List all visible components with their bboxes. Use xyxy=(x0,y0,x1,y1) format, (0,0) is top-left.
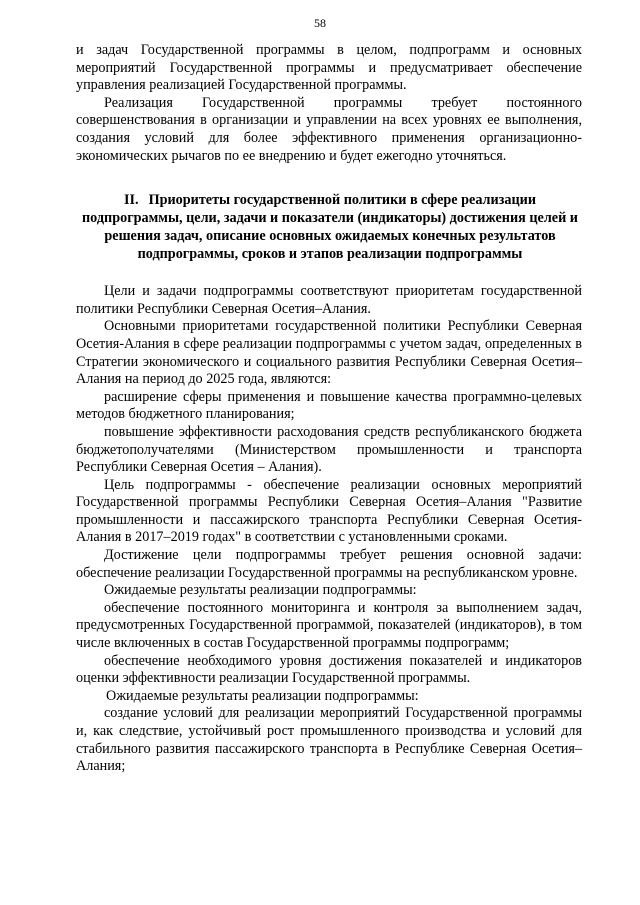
paragraph-priority-item-2: повышение эффективности расходования средств республиканского бюджета бюджетополучателями (Министерством промышленности и транспорта Республики Северная Осетия – Алания). xyxy=(76,423,582,476)
paragraph-expected-result-3: создание условий для реализации мероприятий Государственной программы и, как следствие, устойчивый рост промышленного производства и условий для стабильного развития пассажирского транспорта в Республике Северная Осетия–Алания; xyxy=(76,705,582,775)
section-title: Приоритеты государственной политики в сфере реализации подпрограммы, цели, задачи и показатели (индикаторы) достижения целей и решения задач, описание основных ожидаемых конечных результатов подпрограммы, сроков и этапов реализации подпрограммы xyxy=(82,192,578,263)
paragraph-priority-item-1: расширение сферы применения и повышение качества программно-целевых методов бюджетного планирования; xyxy=(76,388,582,423)
paragraph-priorities: Основными приоритетами государственной политики Республики Северная Осетия-Алания в сфере реализации подпрограммы с учетом задач, определенных в Стратегии экономического и социального развития Республики Северная Осетия–Алания на период до 2025 года, являются: xyxy=(76,318,582,388)
document-body xyxy=(76,42,582,776)
paragraph-expected-result-2: обеспечение необходимого уровня достижения показателей и индикаторов оценки эффективности реализации Государственной программы. xyxy=(76,652,582,687)
page-number: 58 xyxy=(314,16,326,30)
paragraph-program-goal: Цель подпрограммы - обеспечение реализации основных мероприятий Государственной программы Республики Северная Осетия–Алания "Развитие промышленности и пассажирского транспорта Республики Северная Осетия-Алания в 2017–2019 годах" в соответствии с установленными сроками. xyxy=(76,476,582,546)
paragraph-expected-results-heading-2: Ожидаемые результаты реализации подпрограммы: xyxy=(106,687,419,704)
section-number: II. xyxy=(123,192,139,209)
paragraph-goals: Цели и задачи подпрограммы соответствуют приоритетам государственной политики Республики Северная Осетия–Алания. xyxy=(76,283,582,317)
paragraph-expected-results-heading-1: Ожидаемые результаты реализации подпрограммы: xyxy=(104,582,417,599)
paragraph-expected-result-1: обеспечение постоянного мониторинга и контроля за выполнением задач, предусмотренных Государственной программой, показателей (индикаторов), в том числе включенных в состав Государственной программы подпрограмм; xyxy=(76,599,582,652)
section-heading xyxy=(76,191,582,263)
paragraph-implementation: Реализация Государственной программы требует постоянного совершенствования в организации и управлении на всех уровнях ее выполнения, создания условий для более эффективного применения организационно-экономических рычагов по ее внедрению и будет ежегодно уточняться. xyxy=(76,94,582,164)
paragraph-main-task: Достижение цели подпрограммы требует решения основной задачи: обеспечение реализации Государственной программы на республиканском уровне. xyxy=(76,547,582,581)
paragraph-continuation: и задач Государственной программы в целом, подпрограмм и основных мероприятий Государственной программы и предусматривает обеспечение управления реализацией Государственной программы. xyxy=(76,42,582,94)
